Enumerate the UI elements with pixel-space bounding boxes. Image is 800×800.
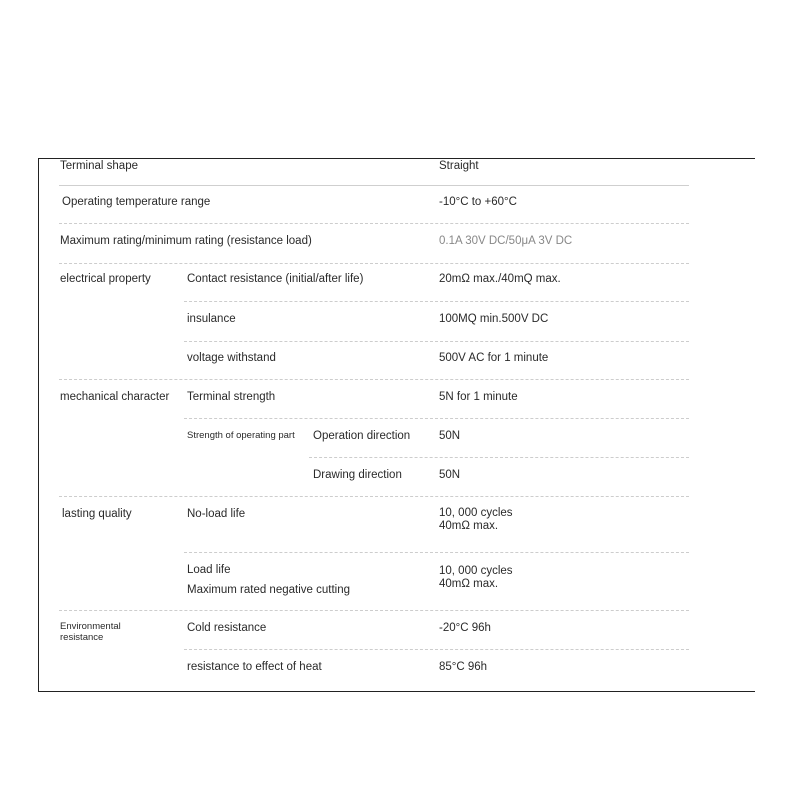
- drawing-direction-label: Drawing direction: [313, 469, 402, 481]
- row-divider: [184, 301, 689, 302]
- load-life-value: [439, 565, 513, 591]
- electrical-category: electrical property: [60, 273, 151, 285]
- voltage-withstand-label: voltage withstand: [187, 352, 276, 364]
- row-divider: [184, 649, 689, 650]
- cold-resistance-label: Cold resistance: [187, 622, 267, 634]
- environmental-category: [60, 621, 121, 643]
- load-life-note: Maximum rated negative cutting: [187, 584, 350, 596]
- row-divider: [184, 418, 689, 419]
- row-divider: [59, 185, 689, 186]
- row-divider: [59, 496, 689, 497]
- contact-resistance-value: 20mΩ max./40mQ max.: [439, 273, 561, 285]
- temp-range-label: Operating temperature range: [62, 196, 211, 208]
- insulance-value: 100MQ min.500V DC: [439, 313, 549, 325]
- terminal-shape-value: Straight: [439, 160, 479, 172]
- row-divider: [59, 379, 689, 380]
- row-divider: [184, 341, 689, 342]
- mechanical-category: mechanical character: [60, 391, 170, 403]
- row-divider: [59, 263, 689, 264]
- load-life-title: Load life: [187, 564, 231, 576]
- max-rating-label: Maximum rating/minimum rating (resistance load): [60, 235, 312, 247]
- contact-resistance-label: Contact resistance (initial/after life): [187, 273, 364, 285]
- operation-direction-value: 50N: [439, 430, 461, 442]
- terminal-shape-label: Terminal shape: [60, 160, 138, 172]
- no-load-life-resistance: 40mΩ max.: [439, 520, 499, 532]
- environmental-category-line2: resistance: [60, 632, 104, 643]
- drawing-direction-value: 50N: [439, 469, 461, 481]
- insulance-label: insulance: [187, 313, 236, 325]
- environmental-category-line1: Environmental: [60, 621, 121, 632]
- row-divider: [59, 223, 689, 224]
- row-divider: [309, 457, 689, 458]
- heat-resistance-label: resistance to effect of heat: [187, 661, 322, 673]
- load-life-resistance: 40mΩ max.: [439, 578, 499, 590]
- cold-resistance-value: -20°C 96h: [439, 622, 491, 634]
- terminal-strength-label: Terminal strength: [187, 391, 276, 403]
- no-load-life-label: No-load life: [187, 508, 246, 520]
- heat-resistance-value: 85°C 96h: [439, 661, 488, 673]
- operation-direction-label: Operation direction: [313, 430, 411, 442]
- row-divider: [59, 610, 689, 611]
- temp-range-value: -10°C to +60°C: [439, 196, 517, 208]
- row-divider: [184, 552, 689, 553]
- load-life-label: [187, 564, 350, 597]
- lasting-category: lasting quality: [62, 508, 132, 520]
- no-load-life-value: [439, 507, 513, 533]
- operating-part-label: Strength of operating part: [187, 430, 295, 441]
- terminal-strength-value: 5N for 1 minute: [439, 391, 518, 403]
- spec-table: [38, 158, 755, 692]
- max-rating-value: 0.1A 30V DC/50μA 3V DC: [439, 235, 573, 247]
- load-life-cycles: 10, 000 cycles: [439, 565, 513, 577]
- voltage-withstand-value: 500V AC for 1 minute: [439, 352, 549, 364]
- no-load-life-cycles: 10, 000 cycles: [439, 507, 513, 519]
